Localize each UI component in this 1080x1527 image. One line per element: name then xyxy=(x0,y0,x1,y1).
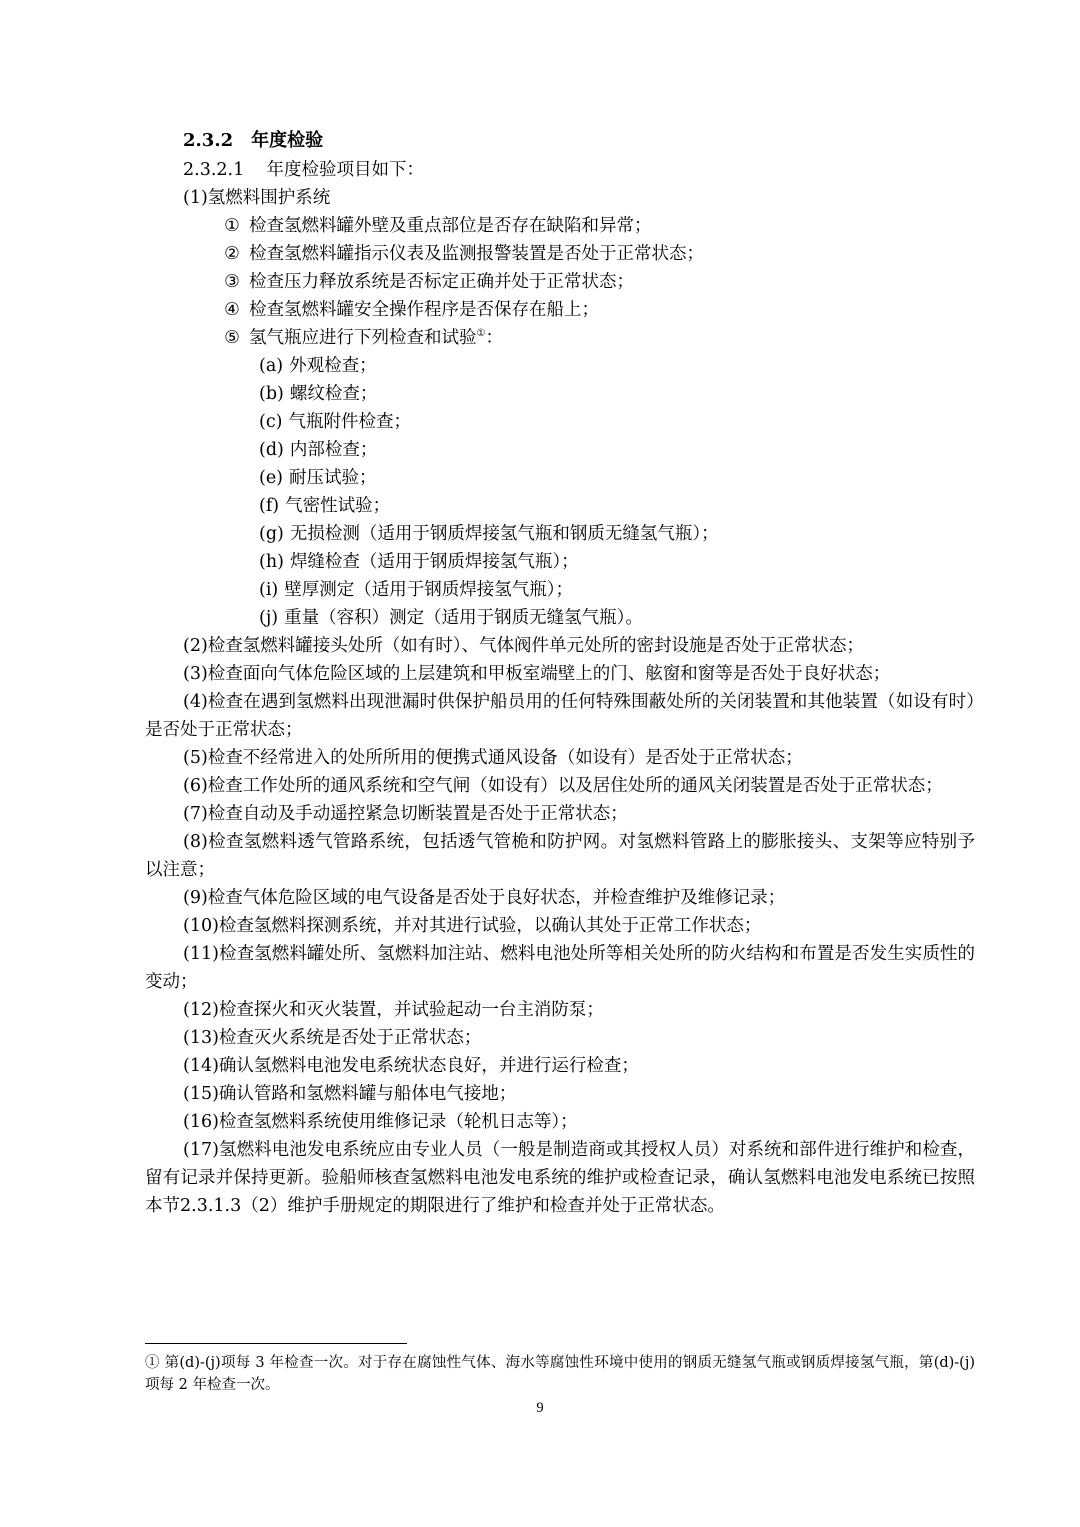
paragraph-item-15: (15)确认管路和氢燃料罐与船体电气接地； xyxy=(183,1084,517,1104)
check-item xyxy=(145,464,975,492)
footnote xyxy=(145,1352,975,1396)
check-item xyxy=(145,520,975,548)
footnote-text: 第(d)-(j)项每 3 年检查一次。对于存在腐蚀性气体、海水等腐蚀性环境中使用的钢质无缝氢气瓶或钢质焊接氢气瓶，第(d)-(j)项每 2 年检查一次。 xyxy=(145,1355,975,1393)
check-text: 内部检查； xyxy=(289,440,378,460)
subitem-marker: ④ xyxy=(224,300,240,320)
check-text: 外观检查； xyxy=(289,356,377,376)
check-text: 焊缝检查（适用于钢质焊接氢气瓶）； xyxy=(289,552,579,572)
subitem-suffix: ： xyxy=(485,328,503,348)
check-item xyxy=(145,380,975,408)
subitem-text: 检查氢燃料罐安全操作程序是否保存在船上； xyxy=(249,300,599,320)
page-number: 9 xyxy=(536,1400,544,1416)
clause-number: 2.3.2.1 xyxy=(183,160,245,180)
paragraph-item-7: (7)检查自动及手动遥控紧急切断装置是否处于正常状态； xyxy=(183,804,628,824)
paragraph-item-13: (13)检查灭火系统是否处于正常状态； xyxy=(183,1028,482,1048)
paragraph-item-17: (17)氢燃料电池发电系统应由专业人员（一般是制造商或其授权人员）对系统和部件进行维护和检查，留有记录并保持更新。验船师核查氢燃料电池发电系统的维护或检查记录，确认氢燃料电池发电系统已按照本节2.3.1.3（2）维护手册规定的期限进行了维护和检查并处于正常状态。 xyxy=(145,1140,975,1216)
check-label: (f) xyxy=(259,496,280,516)
paragraph-item-16: (16)检查氢燃料系统使用维修记录（轮机日志等）； xyxy=(183,1112,578,1132)
check-item xyxy=(145,352,975,380)
check-label: (c) xyxy=(259,412,283,432)
check-item xyxy=(145,436,975,464)
check-label: (b) xyxy=(259,384,284,404)
section-title: 年度检验 xyxy=(251,130,324,151)
subitem-3 xyxy=(145,268,975,296)
section-number: 2.3.2 xyxy=(183,130,234,151)
subitem-text: 检查压力释放系统是否标定正确并处于正常状态； xyxy=(249,272,634,292)
check-label: (h) xyxy=(259,552,284,572)
check-label: (i) xyxy=(259,580,279,600)
subitem-marker: ③ xyxy=(224,272,240,292)
subitem-4 xyxy=(145,296,975,324)
check-item xyxy=(145,548,975,576)
paragraph-item-9: (9)检查气体危险区域的电气设备是否处于良好状态，并检查维护及维修记录； xyxy=(183,888,786,908)
paragraph-item-3: (3)检查面向气体危险区域的上层建筑和甲板室端壁上的门、舷窗和窗等是否处于良好状态； xyxy=(183,664,891,684)
page-content xyxy=(145,126,975,1220)
check-text: 气瓶附件检查； xyxy=(288,412,411,432)
paragraph-item-2: (2)检查氢燃料罐接头处所（如有时）、气体阀件单元处所的密封设施是否处于正常状态； xyxy=(183,636,865,656)
check-item xyxy=(145,408,975,436)
subitem-5 xyxy=(145,324,975,352)
section-heading xyxy=(145,126,975,156)
subitem-text: 检查氢燃料罐指示仪表及监测报警装置是否处于正常状态； xyxy=(249,244,704,264)
subitem-text: 检查氢燃料罐外壁及重点部位是否存在缺陷和异常； xyxy=(249,216,652,236)
footnote-marker: ① xyxy=(145,1355,160,1371)
paragraph-item-6: (6)检查工作处所的通风系统和空气闸（如设有）以及居住处所的通风关闭装置是否处于正常状态； xyxy=(183,776,943,796)
check-label: (j) xyxy=(259,608,279,628)
paragraph-item-10: (10)检查氢燃料探测系统，并对其进行试验，以确认其处于正常工作状态； xyxy=(183,916,762,936)
subitem-text: 氢气瓶应进行下列检查和试验 xyxy=(249,328,477,348)
check-text: 重量（容积）测定（适用于钢质无缝氢气瓶）。 xyxy=(284,608,643,628)
subitem-2 xyxy=(145,240,975,268)
paragraph-item-14: (14)确认氢燃料电池发电系统状态良好，并进行运行检查； xyxy=(183,1056,639,1076)
check-item xyxy=(145,604,975,632)
paragraph-item-4: (4)检查在遇到氢燃料出现泄漏时供保护船员用的任何特殊围蔽处所的关闭装置和其他装置（如设有时）是否处于正常状态； xyxy=(145,692,975,740)
subitem-marker: ② xyxy=(224,244,240,264)
subitem-marker: ① xyxy=(224,216,240,236)
subitem-1 xyxy=(145,212,975,240)
paragraph-item-11: (11)检查氢燃料罐处所、氢燃料加注站、燃料电池处所等相关处所的防火结构和布置是否发生实质性的变动； xyxy=(145,944,975,992)
check-text: 无损检测（适用于钢质焊接氢气瓶和钢质无缝氢气瓶）； xyxy=(289,524,719,544)
check-label: (d) xyxy=(259,440,284,460)
check-item xyxy=(145,576,975,604)
check-text: 壁厚测定（适用于钢质焊接氢气瓶）； xyxy=(284,580,574,600)
item-1-title: (1)氢燃料围护系统 xyxy=(183,188,331,208)
check-text: 耐压试验； xyxy=(289,468,377,488)
paragraph-item-8: (8)检查氢燃料透气管路系统，包括透气管桅和防护网。对氢燃料管路上的膨胀接头、支架等应特别予以注意； xyxy=(145,832,975,880)
check-label: (g) xyxy=(259,524,284,544)
clause-line xyxy=(145,156,975,184)
check-text: 螺纹检查； xyxy=(289,384,378,404)
footnote-divider xyxy=(145,1343,407,1344)
paragraph-item-5: (5)检查不经常进入的处所所用的便携式通风设备（如设有）是否处于正常状态； xyxy=(183,748,803,768)
clause-text: 年度检验项目如下： xyxy=(266,160,424,180)
check-item xyxy=(145,492,975,520)
subitem-marker: ⑤ xyxy=(224,328,240,348)
footnote-reference[interactable]: ① xyxy=(476,328,486,340)
check-label: (a) xyxy=(259,356,284,376)
paragraph-item-12: (12)检查探火和灭火装置，并试验起动一台主消防泵； xyxy=(183,1000,604,1020)
check-label: (e) xyxy=(259,468,284,488)
check-text: 气密性试验； xyxy=(285,496,391,516)
